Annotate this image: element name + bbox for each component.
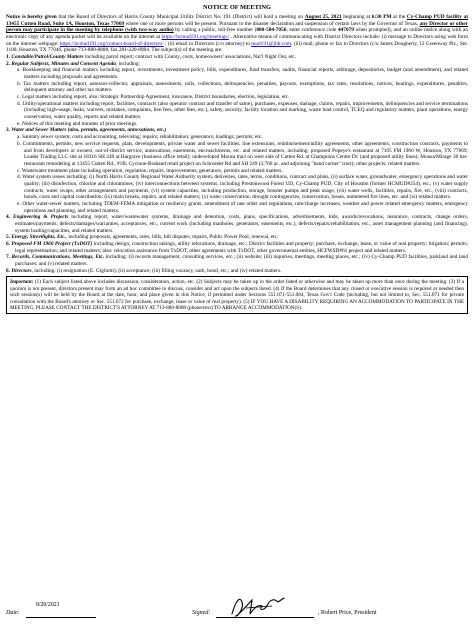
- agenda-item-2c: c. Legal matters including report, also: Strategic Partnership Agreement, insurance, District boundaries, election, legislation, etc.: [17, 94, 290, 101]
- agenda-item-3e: e. Other water-sewer matters, including TDEM-FEMA mitigation or resiliency grants, amendment of rate order and regulations, rate/charge increases, weather and power related emergency matters, emergency operations and planning, and related matters.: [17, 200, 468, 214]
- agenda-item-4: 4. Engineering & Projects including report, water/wastewater systems, drainage and detention, costs, plans, specifications, advertisements, bids, awards/revocations, insurance, contracts, change orders, estimates/payments, defects/damages/warranties, acceptances, etc., current work (including manholes, generators, easements, etc.), defects/repairs/rehabilitation, etc., asset management planning (and financing), system loading/capacities, and related matters.: [6, 214, 468, 234]
- telephone-participation: any Director or other person may participate in the meeting by telephone (with two-way audio): [6, 20, 468, 34]
- signer-name: , Robert Price, President: [318, 610, 377, 616]
- signed-label: Signed:: [192, 610, 211, 616]
- agenda-item-2b: b. Tax matters including report, assessor-collector, appraisals, assessments, rolls, collections, delinquencies, penalties, payouts, exemptions, tax rates, resolutions, notices, hearings, expenditures, penalties, delinquent attorney and other tax matters.: [17, 80, 468, 94]
- agenda-item-6: 6. Proposed FM 1960 Project (TxDOT) including design, construction takings, utility relocations, drainage, etc.; District facilities and property; purchase, exchange, lease, or value of real property; litigation; permits; legal representation; and related matters; also: relocation assistance from TxDOT, other agreements with TxDOT, other governmental entities, HCFWSD#61 project and related matters.: [6, 240, 469, 254]
- important-notice-box: [6, 276, 468, 314]
- meeting-date: August 25, 2021: [304, 14, 342, 21]
- agenda-item-8: 8. Directors, including: (i) resignation (E. Gigliotti); (ii) acceptance; (iii) filling vacancy, oath, bond, etc.; and (iv) related matters.: [6, 267, 282, 274]
- agenda-item-5: 5. Energy, Streetlights, Etc., including proposals, agreements, rates, bills, bill disputes, repairs, Public Power Pool, renewal, etc.: [6, 234, 279, 241]
- date-line: [26, 608, 96, 618]
- agenda-item-1: 1. Constable/Patrol/County Matters including patrol report; contract with County, costs, homeowners' associations, Nat'l Night Out, etc.: [6, 54, 297, 61]
- attorney-email-link[interactable]: mud191@jldr.com: [251, 40, 292, 47]
- important-label: Important:: [10, 279, 34, 286]
- agenda-item-2a: a. Bookkeeping and financial matters including report, investments, investment policy, bills, expenditures, fund transfers, audits, financial reports, arbitrage, depositories, budget (and amendment), and related matters including proposals and agreements.: [17, 67, 468, 81]
- agenda-item-2e: e. Notices of this meeting and minutes of prior meetings.: [17, 120, 138, 127]
- important-text: (1) Each subject listed above includes discussion, consideration, action, etc. (2) Subjects may be taken up in the order listed or otherwise and may be taken up more than once during the meeting. (3) If a quorum is not present, directors present may form an ad hoc committee to discuss, consider and act upon the subjects listed. (4) If the Board determines that any closed or executive session is required or needed then such session(s) will be held by the Board at the date, hour, and place given in this Notice, if permitted under Sections 551.071-551.084, Texas Gov't Code (including, but not limited to, Sec. 551.071 for private consultation with the Board's attorney or Sec. 551.072 for purchase, exchange, lease or value of real property). (5) IF YOU HAVE A DISABILITY REQUIRING AN ACCOMMODATION TO PARTICIPATE IN THE MEETING, PLEASE CONTACT THE DISTRICT'S ATTORNEY AT 713-880-8808 (phone/text) TO ARRANGE ACCOMMODATION(S).: [10, 279, 464, 312]
- meeting-location: Cy-Champ PUD facility at 13455 Cutten Road, Suite 1A, Houston, Texas 77069: [6, 14, 468, 27]
- conference-code: 447079: [338, 27, 354, 34]
- intro-lead: Notice is hereby given: [6, 14, 57, 21]
- date-value: 8/20/2021: [36, 602, 60, 608]
- notice-title: NOTICE OF MEETING: [203, 4, 271, 11]
- agenda-item-3b: b. Commitments, permits, new service requests, plats, developments, private water and sewer facilities, line extensions, reimbursement/utility agreements, other agreements, construction contracts, payments to and from developers or owners, out-of-district service, annexations, easements, encroachments, etc. and related matters, including: proposed Popeye's restaurant at 7105 FM 1960 W, Houston, TX 77069; Leader Trading LLC site at 18316 SH 249 at Hargrave (business office retail); undeveloped Mousa tract on west side of Cutten Rd. at Champions Centre Dr. (and proposed utility lines); Mousa/Mirage 38 bar-restaurant remodeling at 13455 Cutten Rd., #1B; Cyclone-Braband retail project on Schroeder Rd and SH 249 (3.766 ac. and adjoining "hand corner" tract); other projects; related matters.: [17, 140, 468, 167]
- date-label: Date:: [6, 610, 20, 616]
- meetings-link[interactable]: https://hcmud191.org/meetings/: [161, 34, 229, 41]
- agenda-item-2d: d. Utility/operational matters including report, facilities, contracts (also operator contract and transfer of same), purchases, expenses, damage, claims, repairs, improvements, delinquencies and service terminations (including high-usage, leaks, waivers, mistakes, complaints, lien fees, other fees, etc.), safety, security, facility location and marking, waste load control, TCEQ and regulatory matters, plant operations, energy conservation, water quality, reports and related matters.: [17, 100, 468, 121]
- notice-intro: Notice is hereby given that the Board of Directors of Harris County Municipal Utility District No. 191 (District) will hold a meeting on August 25, 2021 beginning at 6:30 PM at the Cy-Champ PUD facility at 13455 Cutten Road, Suite 1A, Houston, Texas 77069 where one or more persons will be present. Pursuant to the disaster declaration and suspension of certain laws by the Governor of Texas, any Director or other person may participate in the meeting by telephone (with two-way audio) by calling a public, toll-free number (800-504-7056; enter conference code 447079 when prompted), and an online notice along with an electronic copy of any agenda packet will be available on the internet at https://hcmud191.org/meetings/ . Alternative means of communicating with District Directors include: (i) message to Directors using web form on the internet webpage: https://hcmud191.org/contact-board-of-directors/ ; (ii) email to Directors (c/o attorney) to mud191@jldr.com; (iii) mail, phone or fax to Directors (c/o James Dougherty, 12 Greenway Plz., Ste. 1100, Houston, TX 77046, phone 713-880-8808, fax 281-220-8984. The subject(s) of the meeting are:: [6, 14, 468, 54]
- agenda-item-7: 7. Records, Communications, Meetings, Etc. including: (i) records management, consulting services, etc.; (ii) website; (iii) inquiries, meetings, meeting places, etc.; (iv) Cy-Champ PUD facilities, parkland and land purchases; and (v) related matters.: [6, 254, 469, 267]
- agenda-item-2: 2. Regular Subjects, Minutes and Consent Agenda, including:: [6, 60, 141, 67]
- conference-phone: 800-504-7056: [256, 27, 287, 34]
- signature-row: [6, 602, 468, 624]
- handwritten-signature: [228, 594, 288, 620]
- contact-board-link[interactable]: https://hcmud191.org/contact-board-of-directors/: [59, 40, 164, 47]
- agenda-item-3c: c. Wastewater treatment plant including operation, regulation, repairs, improvements, generators, permits and related matters.: [17, 167, 283, 174]
- agenda-item-3a: a. Sanitary sewer system; costs and accounting; televising; repairs; rehabilitation; generators; loadings; permits; etc.: [17, 134, 263, 141]
- agenda-item-3: 3. Water and Sewer Matters (also, permits, agreements, annexations, etc.): [6, 127, 167, 134]
- meeting-time: 6:30 PM: [371, 14, 392, 21]
- agenda-item-3d: d. Water system issues including: (i) North Harris County Regional Water Authority system, deliveries, rates, terms, conditions, contract and plans, (ii) surface water, groundwater, emergency operations and water quality; (iii) disinfection, chlorine and chloramines, (iv) interconnections between systems, including Prestonwood Forest UD, Cy-Champ PUD, City of Houston (former HCMUD#254), etc., (v) water supply contracts, water swaps, other arrangements and payments, (vi) system capacities, including production, storage, booster pumps and peak usage, (vii) water wells, facilities, repairs, fire, etc., (viii) contracts, bonds, costs and capital contribution; (ix) main breaks, repairs, and related matters; (x) water conservation, drought contingencies, conservation, losses, unmetered fire lines, etc. and (xi) related matters.: [17, 174, 468, 201]
